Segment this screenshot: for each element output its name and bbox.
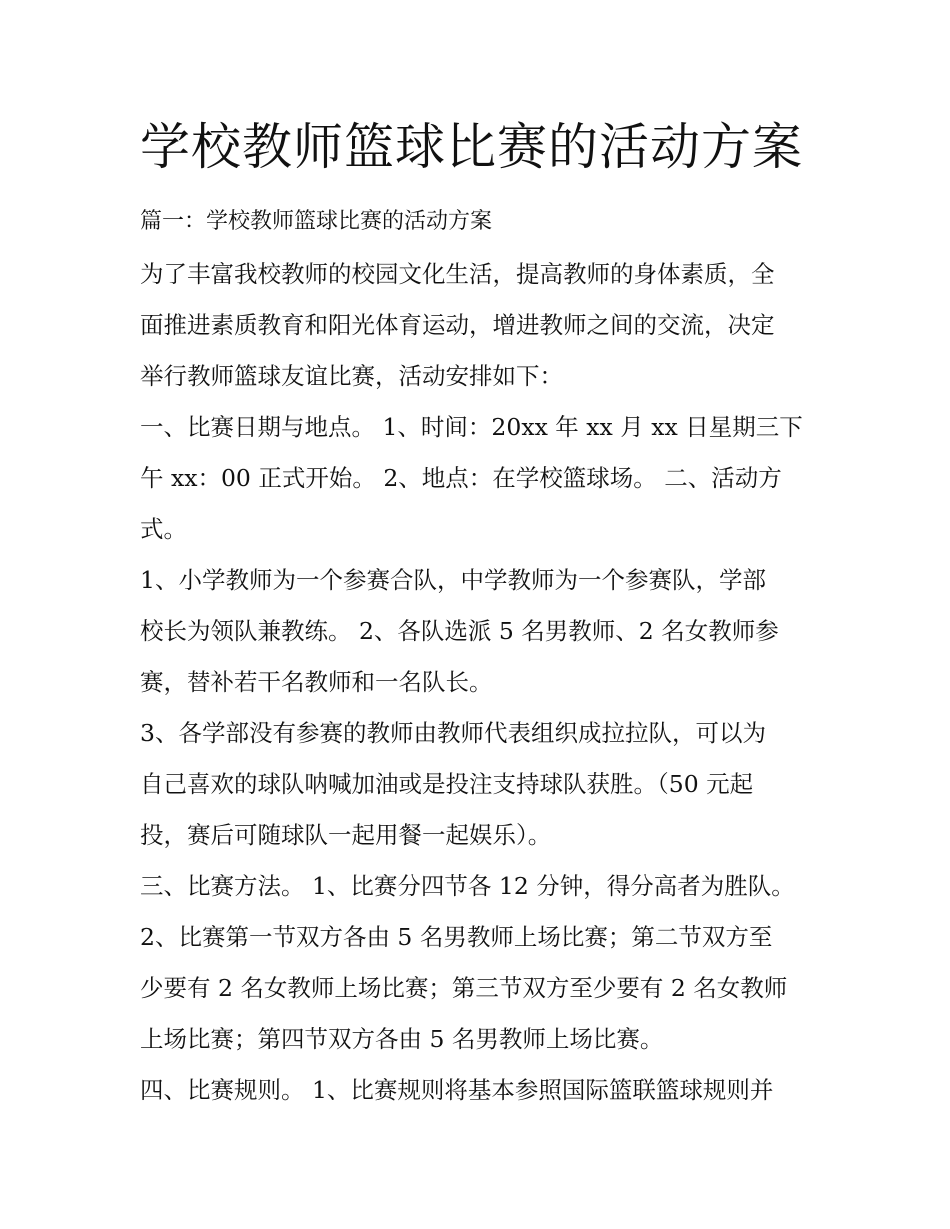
- paragraph-line: 投，赛后可随球队一起用餐一起娱乐）。: [140, 821, 552, 849]
- document-title: 学校教师篮球比赛的活动方案: [140, 118, 803, 176]
- paragraph-line: 三、比赛方法。 1、比赛分四节各 12 分钟，得分高者为胜队。: [140, 872, 795, 900]
- paragraph-line: 3、各学部没有参赛的教师由教师代表组织成拉拉队，可以为: [140, 719, 766, 747]
- paragraph-line: 自己喜欢的球队呐喊加油或是投注支持球队获胜。（50 元起: [140, 770, 754, 798]
- paragraph-line: 四、比赛规则。 1、比赛规则将基本参照国际篮联篮球规则并: [140, 1076, 774, 1104]
- paragraph-line: 2、比赛第一节双方各由 5 名男教师上场比赛；第二节双方至: [140, 923, 773, 951]
- paragraph-line: 为了丰富我校教师的校园文化生活，提高教师的身体素质，全: [140, 260, 775, 288]
- paragraph-line: 面推进素质教育和阳光体育运动，增进教师之间的交流，决定: [140, 311, 775, 339]
- paragraph-line: 上场比赛；第四节双方各由 5 名男教师上场比赛。: [140, 1025, 664, 1053]
- paragraph-line: 午 xx：00 正式开始。 2、地点：在学校篮球场。 二、活动方: [140, 464, 782, 492]
- paragraph-line: 举行教师篮球友谊比赛，活动安排如下：: [140, 362, 563, 390]
- paragraph-line: 少要有 2 名女教师上场比赛；第三节双方至少要有 2 名女教师: [140, 974, 788, 1002]
- paragraph-line: 一、比赛日期与地点。 1、时间：20xx 年 xx 月 xx 日星期三下: [140, 413, 803, 441]
- paragraph-line: 校长为领队兼教练。 2、各队选派 5 名男教师、2 名女教师参: [140, 617, 779, 645]
- paragraph-line: 式。: [140, 515, 187, 543]
- paragraph-line: 赛，替补若干名教师和一名队长。: [140, 668, 493, 696]
- paragraph-line: 1、小学教师为一个参赛合队，中学教师为一个参赛队，学部: [140, 566, 766, 594]
- document-subtitle: 篇一：学校教师篮球比赛的活动方案: [140, 209, 493, 234]
